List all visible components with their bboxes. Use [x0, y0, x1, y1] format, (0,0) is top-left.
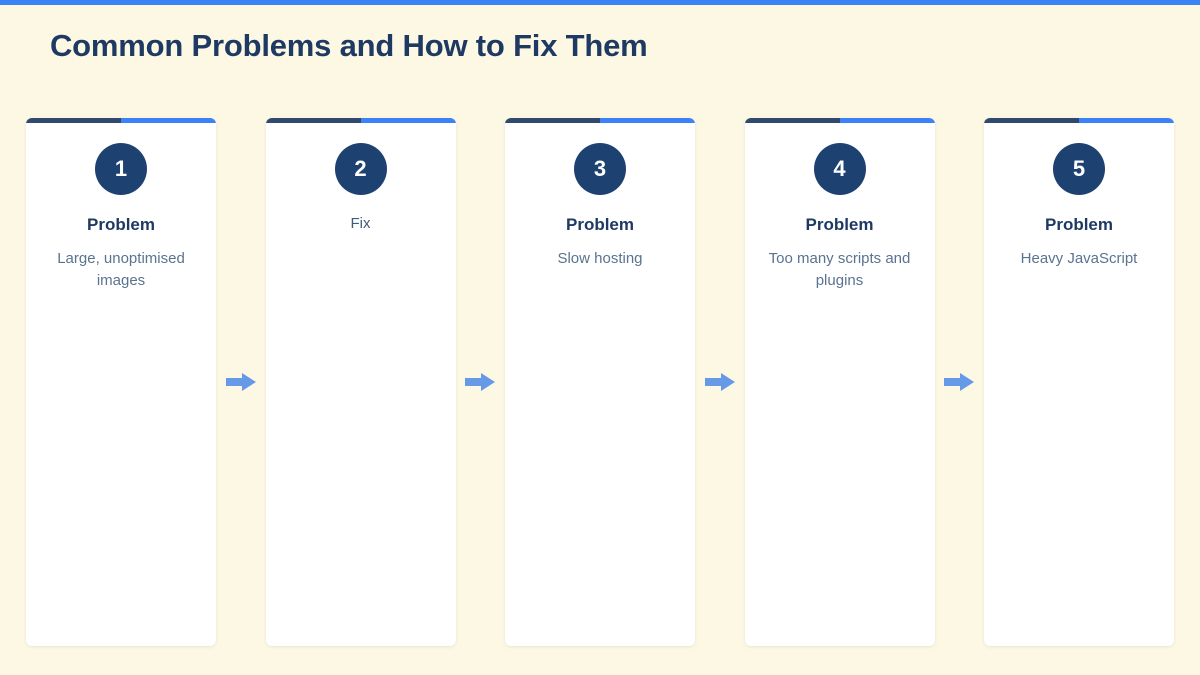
- step-heading: Problem: [565, 215, 635, 234]
- step-body: Too many scripts and plugins: [768, 250, 911, 290]
- card-accent-bar: [984, 118, 1174, 123]
- card-accent-bar: [745, 118, 935, 123]
- arrow-right-icon: [226, 373, 256, 391]
- flow-arrow-2: [456, 118, 504, 646]
- step-heading: Problem: [805, 215, 874, 234]
- step-number-badge: 2: [335, 143, 387, 195]
- card-accent-bar: [505, 118, 695, 123]
- step-heading: Fix: [350, 215, 371, 232]
- step-number-badge: 4: [814, 143, 866, 195]
- flow-arrow-4: [935, 118, 983, 646]
- step-card-1[interactable]: [26, 118, 216, 646]
- step-body: Large, unoptimised images: [57, 250, 185, 290]
- step-number-badge: 3: [574, 143, 626, 195]
- card-accent-bar: [266, 118, 456, 123]
- arrow-right-icon: [705, 373, 735, 391]
- step-body: Heavy JavaScript: [1020, 250, 1138, 267]
- page-title: Common Problems and How to Fix Them: [50, 28, 648, 63]
- flow-arrow-1: [217, 118, 265, 646]
- step-number-badge: 1: [95, 143, 147, 195]
- step-card-5[interactable]: [984, 118, 1174, 646]
- step-heading: Problem: [1044, 215, 1114, 234]
- step-card-2[interactable]: [266, 118, 456, 646]
- flow-arrow-3: [696, 118, 744, 646]
- arrow-right-icon: [944, 373, 974, 391]
- step-card-3[interactable]: [505, 118, 695, 646]
- step-heading: Problem: [86, 215, 156, 234]
- step-card-4[interactable]: [745, 118, 935, 646]
- card-accent-bar: [26, 118, 216, 123]
- step-number-badge: 5: [1053, 143, 1105, 195]
- step-body: Slow hosting: [557, 250, 643, 267]
- arrow-right-icon: [465, 373, 495, 391]
- process-flow: [26, 118, 1174, 646]
- top-accent-rule: [0, 0, 1200, 5]
